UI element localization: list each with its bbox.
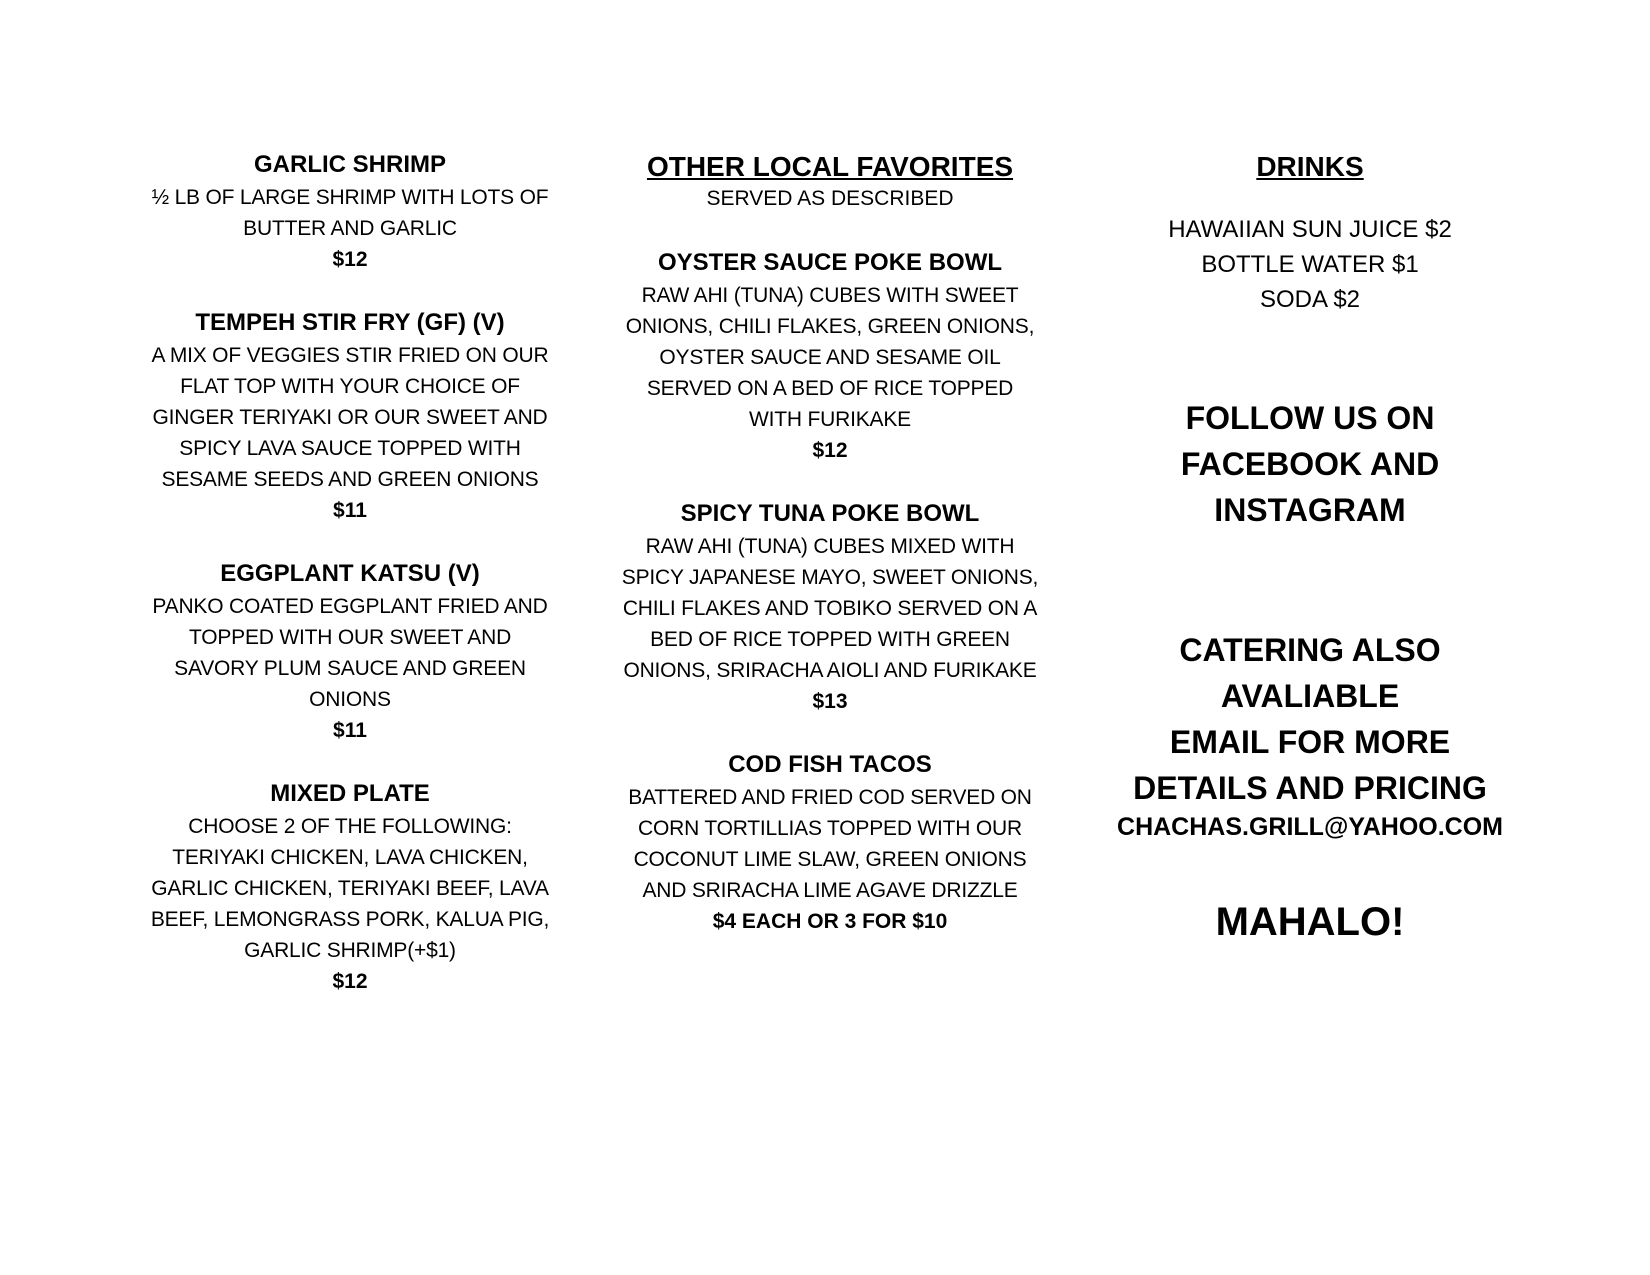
closing-message: MAHALO!: [1215, 900, 1405, 944]
item-description: A MIX OF VEGGIES STIR FRIED ON OUR FLAT TOP WITH YOUR CHOICE OF GINGER TERIYAKI OR OUR SWEET AND SPICY LAVA SAUCE TOPPED WITH SESAME SEEDS AND GREEN ONIONS: [151, 344, 549, 491]
contact-email: CHACHAS.GRILL@YAHOO.COM: [1117, 813, 1503, 841]
menu-item: [140, 779, 560, 997]
catering-line: EMAIL FOR MORE: [1169, 724, 1451, 760]
item-description: RAW AHI (TUNA) CUBES MIXED WITH SPICY JAPANESE MAYO, SWEET ONIONS, CHILI FLAKES AND TOBIKO SERVED ON A BED OF RICE TOPPED WITH GREEN ONIONS, SRIRACHA AIOLI AND FURIKAKE: [621, 535, 1039, 682]
item-name: MIXED PLATE: [270, 780, 430, 807]
follow-line: FACEBOOK AND: [1180, 446, 1440, 482]
social-follow-notice: [1100, 395, 1520, 533]
menu-item: [140, 150, 560, 275]
menu-item: [620, 750, 1040, 937]
catering-line: CATERING ALSO: [1179, 632, 1441, 668]
item-price: $11: [333, 499, 367, 522]
item-price: $11: [333, 719, 367, 742]
menu-item: [620, 248, 1040, 466]
catering-notice: [1100, 627, 1520, 811]
item-name: GARLIC SHRIMP: [254, 151, 446, 178]
menu-column-right: [1100, 150, 1520, 947]
item-name: SPICY TUNA POKE BOWL: [680, 500, 980, 527]
item-price: $13: [812, 690, 848, 713]
follow-line: INSTAGRAM: [1214, 492, 1406, 528]
menu-column-left: [140, 150, 560, 1030]
section-heading: OTHER LOCAL FAVORITES: [646, 151, 1014, 182]
catering-line: AVALIABLE: [1220, 678, 1400, 714]
follow-line: FOLLOW US ON: [1185, 400, 1435, 436]
drinks-list: [1100, 212, 1520, 317]
item-description: BATTERED AND FRIED COD SERVED ON CORN TORTILLIAS TOPPED WITH OUR COCONUT LIME SLAW, GREEN ONIONS AND SRIRACHA LIME AGAVE DRIZZLE: [628, 786, 1032, 902]
item-price: $12: [332, 248, 368, 271]
menu-column-middle: [620, 150, 1040, 970]
drink-item: BOTTLE WATER $1: [1201, 251, 1419, 278]
item-name: OYSTER SAUCE POKE BOWL: [657, 249, 1003, 276]
item-description: RAW AHI (TUNA) CUBES WITH SWEET ONIONS, CHILI FLAKES, GREEN ONIONS, OYSTER SAUCE AND SESAME OIL SERVED ON A BED OF RICE TOPPED WITH FURIKAKE: [625, 284, 1035, 431]
item-name: TEMPEH STIR FRY (GF) (V): [195, 309, 505, 336]
item-description: CHOOSE 2 OF THE FOLLOWING: TERIYAKI CHICKEN, LAVA CHICKEN, GARLIC CHICKEN, TERIYAKI BEEF, LAVA BEEF, LEMONGRASS PORK, KALUA PIG, GARLIC SHRIMP(+$1): [150, 815, 550, 962]
drink-item: HAWAIIAN SUN JUICE $2: [1168, 216, 1452, 243]
item-name: EGGPLANT KATSU (V): [220, 560, 480, 587]
item-price: $12: [812, 439, 848, 462]
item-name: COD FISH TACOS: [728, 751, 932, 778]
item-description: PANKO COATED EGGPLANT FRIED AND TOPPED WITH OUR SWEET AND SAVORY PLUM SAUCE AND GREEN ONIONS: [152, 595, 548, 711]
drink-item: SODA $2: [1259, 286, 1361, 313]
menu-item: [140, 559, 560, 746]
catering-line: DETAILS AND PRICING: [1133, 770, 1487, 806]
drinks-heading: DRINKS: [1256, 151, 1364, 182]
menu-item: [140, 308, 560, 526]
item-price: $12: [332, 970, 368, 993]
item-price: $4 EACH OR 3 FOR $10: [712, 910, 948, 933]
menu-item: [620, 499, 1040, 717]
section-subheading: SERVED AS DESCRIBED: [706, 187, 954, 210]
item-description: ½ LB OF LARGE SHRIMP WITH LOTS OF BUTTER AND GARLIC: [151, 186, 549, 240]
